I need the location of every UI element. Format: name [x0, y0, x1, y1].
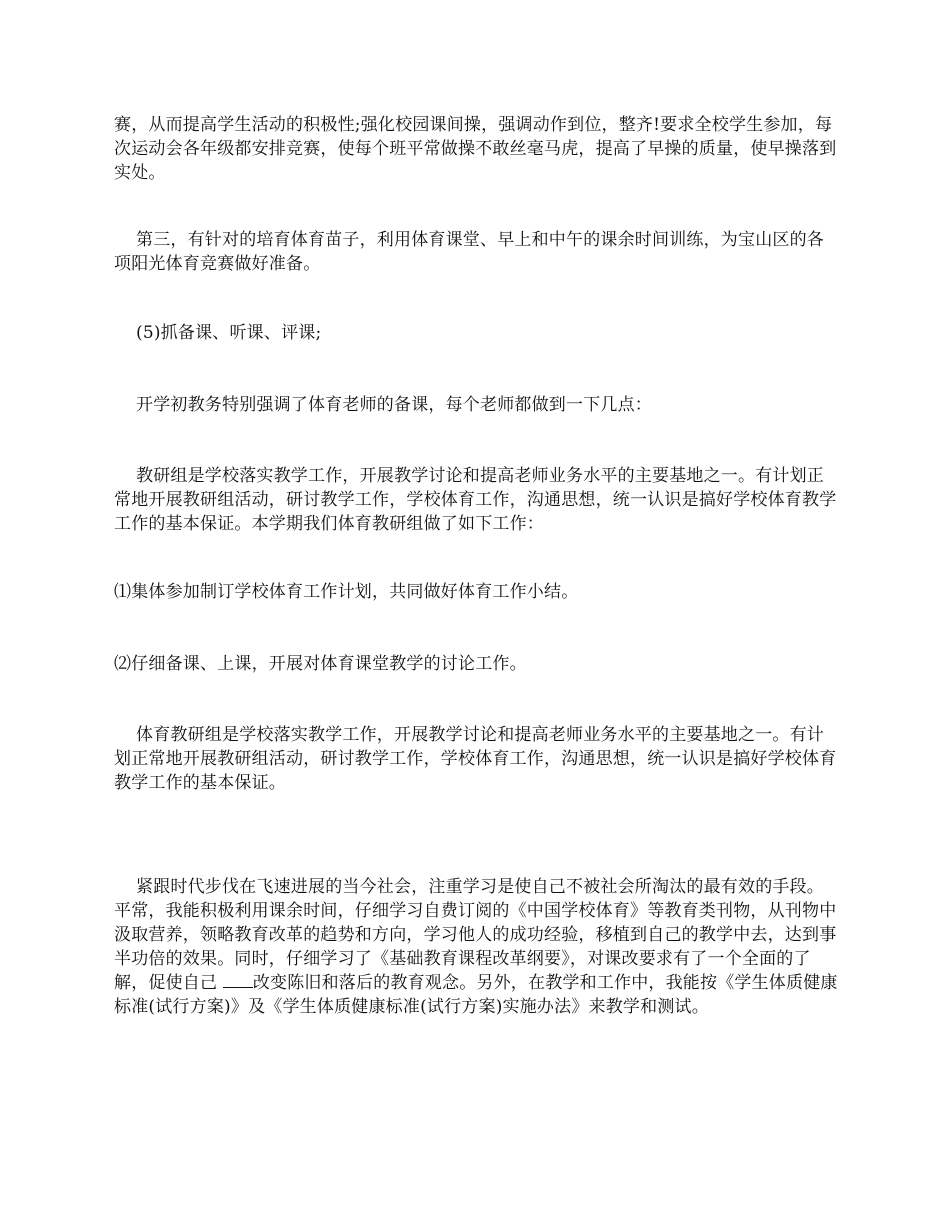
- self-study-text-before: 紧跟时代步伐在飞速进展的当今社会，注重学习是使自己不被社会所淘汰的最有效的手段。平常，我能积极利用课余时间，仔细学习自费订阅的《中国学校体育》等教育类刊物，从刊物中汲取营养，领略教育改革的趋势和方向，学习他人的成功经验，移植到自己的教学中去，达到事半功倍的效果。同时，仔细学习了《基础教育课程改革纲要》，对课改要求有了一个全面的了解，促使自己: [114, 877, 837, 993]
- list-item-plan: ⑴集体参加制订学校体育工作计划，共同做好体育工作小结。: [114, 582, 579, 602]
- fill-in-blank: [223, 973, 253, 988]
- self-study-text-after: 改变陈旧和落后的教育观念。另外，在教学和工作中，我能按《学生体质健康标准(试行方案)》及《学生体质健康标准(试行方案)实施办法》来教学和测试。: [114, 973, 838, 1017]
- paragraph-pe-teaching-group: 体育教研组是学校落实教学工作，开展教学讨论和提高老师业务水平的主要基地之一。有计划正常地开展教研组活动，研讨教学工作，学校体育工作，沟通思想，统一认识是搞好学校体育教学工作的基本保证。: [114, 725, 837, 793]
- list-item-lessons: ⑵仔细备课、上课，开展对体育课堂教学的讨论工作。: [114, 654, 527, 674]
- paragraph-self-study: [114, 875, 838, 1019]
- paragraph-section-heading: (5)抓备课、听课、评课;: [136, 323, 322, 343]
- paragraph-morning-exercise: 赛，从而提高学生活动的积极性;强化校园课间操，强调动作到位，整齐!要求全校学生参加，每次运动会各年级都安排竞赛，使每个班平常做操不敢丝毫马虎，提高了早操的质量，使早操落到实处。: [114, 115, 837, 183]
- paragraph-third-point: 第三，有针对的培育体育苗子，利用体育课堂、早上和中午的课余时间训练，为宝山区的各项阳光体育竞赛做好准备。: [114, 230, 824, 274]
- paragraph-teaching-group: 教研组是学校落实教学工作，开展教学讨论和提高老师业务水平的主要基地之一。有计划正常地开展教研组活动，研讨教学工作，学校体育工作，沟通思想，统一认识是搞好学校体育教学工作的基本保证。本学期我们体育教研组做了如下工作：: [114, 466, 837, 534]
- paragraph-lesson-prep: 开学初教务特别强调了体育老师的备课，每个老师都做到一下几点：: [136, 395, 652, 415]
